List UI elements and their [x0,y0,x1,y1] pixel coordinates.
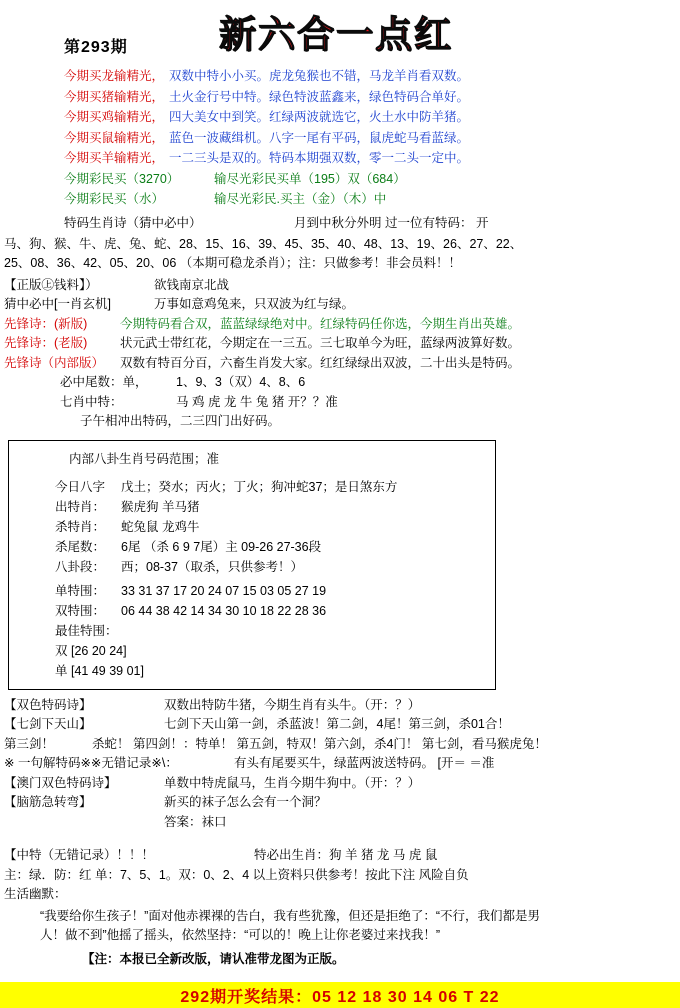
panel-row [55,517,487,537]
best-double-value: 双 [26 20 24] [55,643,127,658]
lower-value: 答案：袜口 [164,814,227,829]
section-key: 先锋诗（内部版） [4,355,105,370]
lower-key: 第三剑！ [4,736,55,751]
intro-line [64,169,624,190]
lower-row [4,696,680,716]
lower-value: 新买的袜子怎么会有一个洞？ [164,795,327,809]
single-range-label: 单特围： [55,583,106,598]
intro-key: 今期彩民买（水） [64,192,165,206]
best-range-label: 最佳特围： [55,623,118,638]
lower-value: 双数出特防牛猪，今期生肖有头牛。（开：？） [164,697,421,712]
poem-hint: 月到中秋分外明 过一位有特码： 开 [294,215,489,230]
version-note: 【注：本报已全新改版，请认准带龙图为正版。 [82,951,345,966]
section-key: 猜中必中[一肖玄机] [4,297,111,311]
panel-row [55,557,487,577]
panel-row [55,537,487,557]
panel-row [55,477,487,497]
section-key: 【正版㊤钱料】） [4,277,98,292]
single-range-value: 33 31 37 17 20 24 07 15 03 05 27 19 [121,583,327,598]
lower-row [4,735,680,755]
lower-value: 单数中特虎鼠马，生肖今期牛狗中。（开：？） [164,775,421,790]
panel-value: 戊土；癸水；丙火；丁火；狗冲蛇37；是日煞东方 [121,479,398,494]
best-single-value: 单 [41 49 39 01] [55,663,144,678]
intro-line [64,148,624,169]
issue-number: 第293期 [64,39,128,56]
footer-block [4,846,680,905]
zodiac-line-1: 马、狗、猴、牛、虎、兔、蛇、28、15、16、39、45、35、40、48、13、19、26、27、22、 [4,236,523,251]
section-row [4,354,676,374]
intro-block [64,66,624,210]
lower-key: ※ 一句解特码※※无错记录※\： [4,756,178,770]
section-key: 先锋诗：(新版) [4,316,88,331]
panel-key: 今日八字 [55,479,106,494]
section-row [4,295,676,315]
section-row [4,276,676,296]
lower-key: 【脑筋急转弯】 [4,795,92,809]
double-range-row [55,601,487,621]
intro-value: 输尽光彩民买单（195）双（684） [214,171,406,186]
lower-value: 杀蛇！ 第四剑！：特单！ 第五剑，特双！第六剑，杀4门！ 第七剑，看马猴虎兔！ [92,736,547,751]
intro-key: 今期买羊输精光， [64,151,165,165]
section-value: 状元武士带红花，今期定在一三五。三七取单今为旺，蓝绿两波算好数。 [120,336,521,350]
page-title-text: 新六合一点红 [219,13,453,56]
section-row [4,315,676,335]
section-value: 马 鸡 虎 龙 牛 兔 猪 开？？准 [176,394,338,409]
section-key: 先锋诗：(老版) [4,336,88,350]
section-row [4,412,676,432]
intro-key: 今期买猪输精光， [64,89,165,104]
intro-key: 今期买龙输精光， [64,69,165,83]
page-title [186,6,486,56]
poem-header-row [64,213,664,233]
draw-result-text: 292期开奖结果：05 12 18 30 14 06 T 22 [180,988,500,1006]
lower-row [4,774,680,794]
lower-row [4,754,680,774]
zhongte-label: 【中特（无错记录）！！！ [4,848,155,862]
joke-body [40,907,660,945]
lower-row [4,813,680,833]
lower-row [4,793,680,813]
section-value: 万事如意鸡兔来，只双波为红与绿。 [154,297,355,311]
lower-sections [4,696,680,833]
section-value: 子午相冲出特码，二三四门出好码。 [80,414,281,428]
joke-title: 生活幽默： [4,887,67,901]
forecast-sections [4,276,676,432]
section-row [4,334,676,354]
lower-key: 【双色特码诗】 [4,697,92,712]
intro-line [64,66,624,87]
panel-value: 猴虎狗 羊马猪 [121,499,200,514]
panel-key: 杀尾数： [55,539,106,554]
draw-result-bar [0,982,680,1008]
section-row [4,393,676,413]
risk-note: 主：绿．防：红 单：7、5、1。双：0、2、4 以上资料只供参考！按此下注 风险自负 [4,867,469,882]
panel-value: 西；08-37（取杀，只供参考！） [121,559,303,574]
lower-key: 【澳门双色特码诗】 [4,775,117,790]
single-range-row [55,581,487,601]
intro-line [64,107,624,128]
lower-row [4,715,680,735]
zhongte-row [4,846,680,866]
zodiac-number-list [4,235,604,273]
poem-title: 特码生肖诗（猜中必中） [64,215,202,230]
intro-value: 双数中特小小买。虎龙兔猴也不错，马龙羊肖看双数。 [169,69,470,83]
section-key: 必中尾数：单， [60,375,148,389]
section-value: 1、9、3（双）4、8、6 [176,375,306,389]
section-value: 今期特码看合双，蓝蓝绿绿绝对中。红绿特码任你选，今期生肖出英雄。 [120,316,521,331]
intro-line [64,128,624,149]
panel-title: 内部八卦生肖号码范围；准 [69,451,220,466]
intro-line [64,87,624,108]
section-key: 七肖中特： [60,394,123,409]
intro-value: 蓝色一波藏缉机。八字一尾有平码，鼠虎蛇马看蓝绿。 [169,130,470,145]
panel-key: 八卦段： [55,559,106,574]
page-header [0,0,680,62]
intro-value: 一二三头是双的。特码本期强双数，零一二头一定中。 [169,151,470,165]
panel-row [55,497,487,517]
panel-value: 蛇兔鼠 龙鸡牛 [121,519,200,534]
bagua-panel [8,440,496,690]
intro-key: 今期买鸡输精光， [64,110,165,124]
intro-value: 土火金行号中特。绿色特波蓝鑫来，绿色特码合单好。 [169,89,470,104]
zhongte-value: 特必出生肖：狗 羊 猪 龙 马 虎 鼠 [254,848,438,862]
lower-value: 有头有尾要买牛，绿蓝两波送特码。 [开＝ ＝准 [234,756,495,770]
double-range-value: 06 44 38 42 14 34 30 10 18 22 28 36 [121,603,327,618]
section-row [4,373,676,393]
section-value: 欲钱南京北战 [154,277,230,292]
special-zodiac-poem [64,213,664,233]
panel-key: 出特肖： [55,499,106,514]
zodiac-line-2: 25、08、36、42、05、20、06 （本期可稳龙杀肖）；注：只做参考！非会员料！！ [4,255,462,270]
intro-key: 今期买鼠输精光， [64,130,165,145]
intro-value: 输尽光彩民.买主（金）（木）中 [214,192,387,206]
panel-value: 6尾 （杀 6 9 7尾）主 09-26 27-36段 [121,539,322,554]
joke-line-2: 人！做不到”他摇了摇头，依然坚持：“可以的！晚上让你老婆过来找我！” [40,927,440,942]
intro-line [64,189,624,210]
double-range-label: 双特围： [55,603,106,618]
lower-value: 七剑下天山第一剑，杀蓝波！第二剑，4尾！第三剑，杀01合！ [164,717,510,731]
joke-line-1: “我要给你生孩子！”面对他赤裸裸的告白，我有些犹豫，但还是拒绝了：“不行，我们都是男 [40,908,540,923]
panel-key: 杀特肖： [55,519,106,534]
lower-key: 【七剑下天山】 [4,717,92,731]
intro-value: 四大美女中到笑。红绿两波就选它，火土水中防羊猪。 [169,110,470,124]
intro-key: 今期彩民买（3270） [64,171,180,186]
section-value: 双数有特百分百，六畜生肖发大家。红红绿绿出双波，二十出头是特码。 [120,355,521,370]
